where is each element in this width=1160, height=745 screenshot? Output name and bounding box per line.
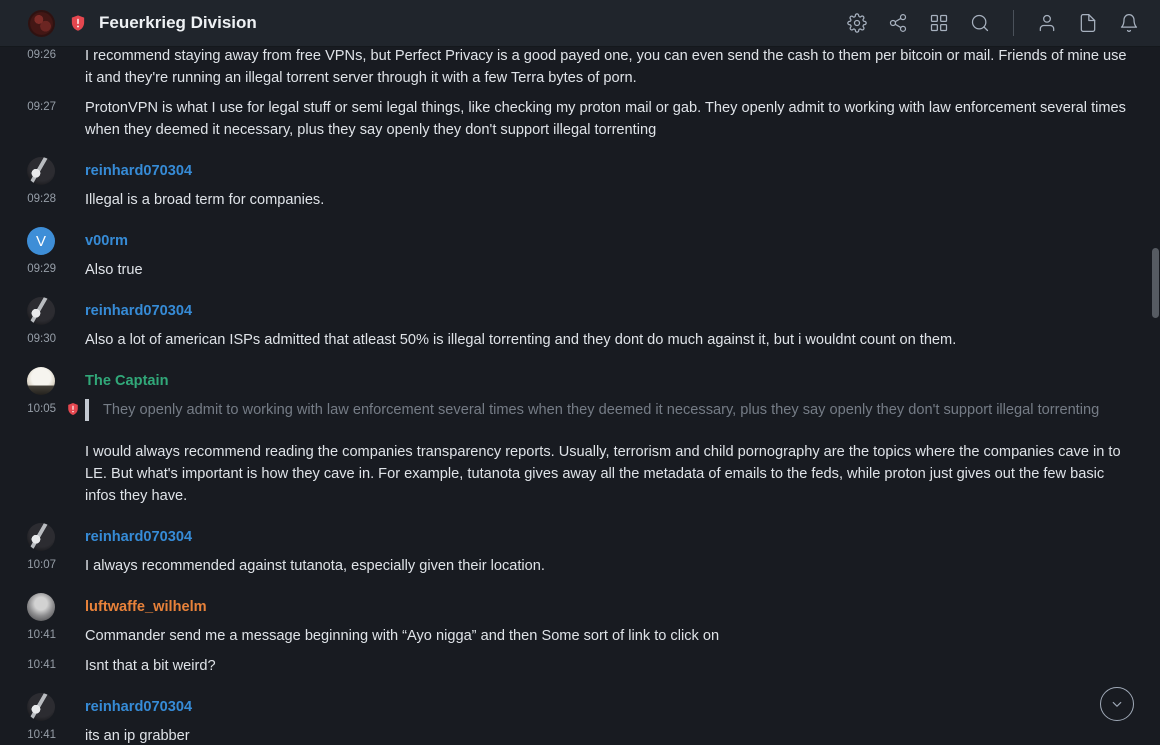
timestamp: 09:30 — [27, 333, 56, 345]
header-divider — [1013, 10, 1014, 36]
message[interactable] — [0, 725, 1133, 745]
message[interactable] — [0, 329, 1133, 351]
avatar[interactable] — [27, 593, 55, 621]
timestamp: 09:27 — [27, 101, 56, 113]
avatar[interactable] — [27, 523, 55, 551]
message[interactable] — [0, 45, 1133, 89]
message-group — [0, 297, 1133, 351]
message[interactable] — [0, 189, 1133, 211]
sender-name[interactable]: v00rm — [85, 233, 129, 249]
share-icon[interactable] — [883, 8, 913, 38]
avatar[interactable] — [27, 157, 55, 185]
message-text: I always recommended against tutanota, especially given their location. — [85, 558, 545, 574]
quoted-message[interactable]: They openly admit to working with law enforcement several times when they deemed it necessary, plus they say openly they don't support illegal torrenting — [85, 399, 1115, 421]
untrusted-warning-shield-icon[interactable] — [66, 402, 80, 416]
settings-icon[interactable] — [842, 8, 872, 38]
sender-name[interactable]: reinhard070304 — [85, 303, 193, 319]
room-avatar[interactable] — [28, 10, 55, 37]
message-text: ProtonVPN is what I use for legal stuff or semi legal things, like checking my proton mail or gab. They openly admit to working with law enforcement several times when they deemed it necessary, plus they say openly they don't support illegal torrenting — [85, 100, 1126, 138]
message-text: Commander send me a message beginning with “Ayo nigga” and then Some sort of link to click on — [85, 628, 720, 644]
message-text: Also a lot of american ISPs admitted that atleast 50% is illegal torrenting and they dont do much against it, but i wouldnt count on them. — [85, 332, 957, 348]
message-text: I recommend staying away from free VPNs, but Perfect Privacy is a good payed one, you can even send the cash to them per bitcoin or mail. Friends of mine use it and they're running an illegal torrent server through it with a few Terra bytes of porn. — [85, 48, 1127, 86]
room-warning-shield-icon[interactable] — [69, 14, 87, 32]
timestamp: 10:07 — [27, 559, 56, 571]
search-icon[interactable] — [965, 8, 995, 38]
sender-name[interactable]: luftwaffe_wilhelm — [85, 599, 207, 615]
message-text: Illegal is a broad term for companies. — [85, 192, 325, 208]
timestamp: 10:41 — [27, 729, 56, 741]
message-text: I would always recommend reading the companies transparency reports. Usually, terrorism and child pornography are the topics where the companies cave in to LE. But what's important is how they cave in. For example, tutanota gives away all the metadata of emails to the feds, while proton just gives out the few basic infos they have. — [85, 444, 1121, 504]
avatar[interactable] — [27, 367, 55, 395]
timestamp: 09:29 — [27, 263, 56, 275]
avatar[interactable] — [27, 297, 55, 325]
room-name[interactable]: Feuerkrieg Division — [99, 13, 257, 32]
profile-icon[interactable] — [1032, 8, 1062, 38]
message-group — [0, 523, 1133, 577]
message-group — [0, 45, 1133, 141]
message-group — [0, 693, 1133, 745]
chevron-down-icon — [1108, 695, 1126, 713]
timestamp: 09:26 — [27, 49, 56, 61]
apps-grid-icon[interactable] — [924, 8, 954, 38]
message[interactable] — [0, 259, 1133, 281]
message[interactable] — [0, 625, 1133, 647]
message[interactable] — [0, 399, 1133, 507]
message-text: Also true — [85, 262, 143, 278]
timestamp: 10:05 — [27, 403, 56, 415]
message[interactable] — [0, 655, 1133, 677]
sender-name[interactable]: reinhard070304 — [85, 163, 193, 179]
sender-name[interactable]: reinhard070304 — [85, 699, 193, 715]
timestamp: 09:28 — [27, 193, 56, 205]
avatar-initial: V — [35, 232, 46, 250]
avatar[interactable] — [27, 693, 55, 721]
header-actions — [842, 8, 1144, 38]
avatar[interactable] — [27, 227, 55, 255]
vertical-scrollbar-thumb[interactable] — [1152, 248, 1159, 318]
message-group — [0, 227, 1133, 281]
file-icon[interactable] — [1073, 8, 1103, 38]
message[interactable] — [0, 555, 1133, 577]
jump-to-bottom-button[interactable] — [1100, 687, 1134, 721]
message-text: Isnt that a bit weird? — [85, 658, 216, 674]
notifications-bell-icon[interactable] — [1114, 8, 1144, 38]
message-group — [0, 593, 1133, 677]
message-text: its an ip grabber — [85, 728, 190, 744]
message-group — [0, 367, 1133, 507]
timestamp: 10:41 — [27, 629, 56, 641]
message[interactable] — [0, 97, 1133, 141]
message-group — [0, 157, 1133, 211]
timestamp: 10:41 — [27, 659, 56, 671]
sender-name[interactable]: reinhard070304 — [85, 529, 193, 545]
sender-name[interactable]: The Captain — [85, 373, 169, 389]
room-header — [0, 0, 1160, 47]
